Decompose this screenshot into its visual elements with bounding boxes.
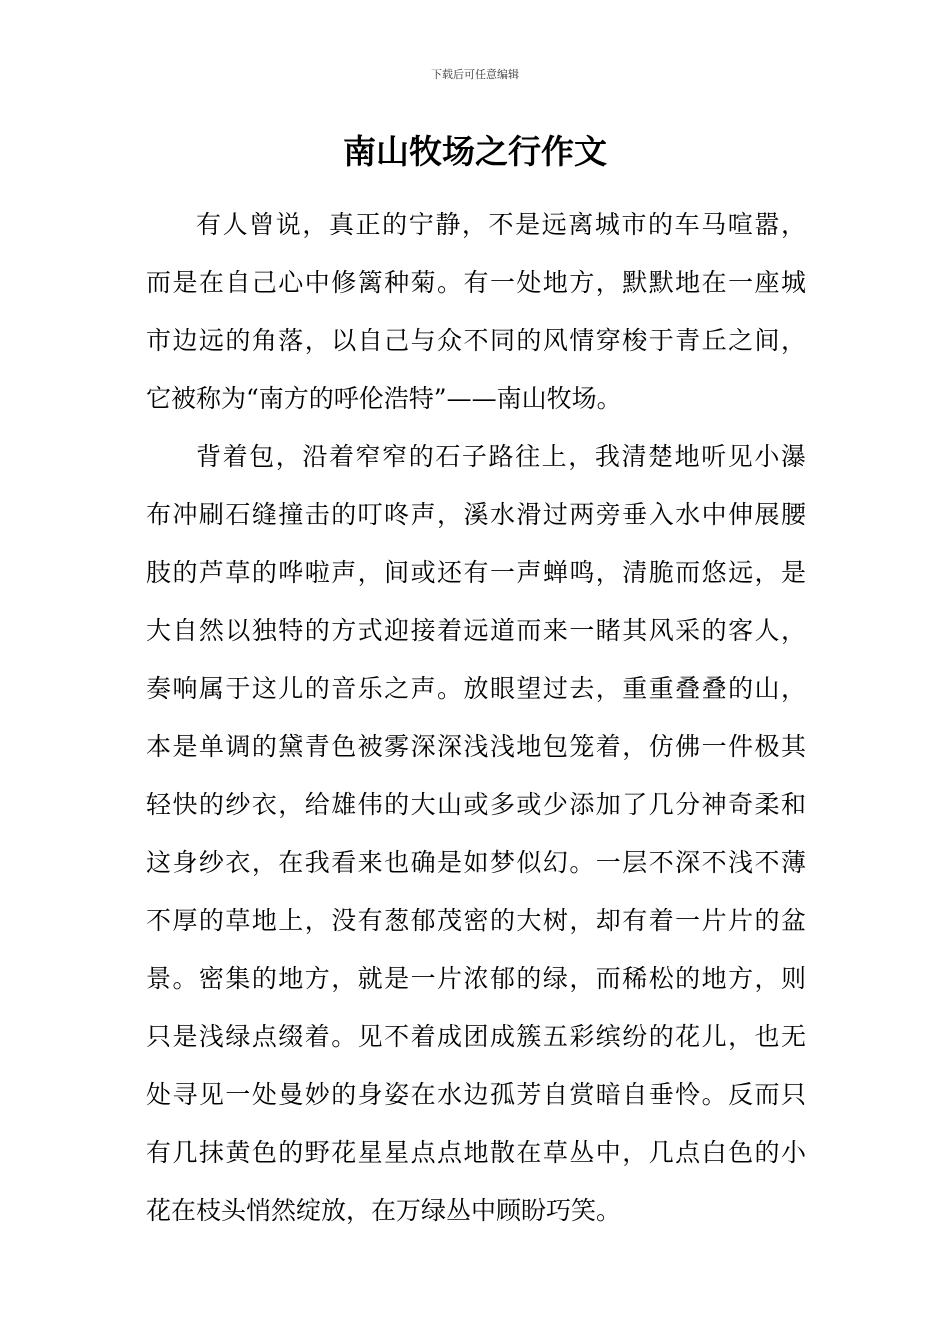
text-line: 市边远的角落，以自己与众不同的风情穿梭于青丘之间， <box>146 326 806 355</box>
text-line: 布冲刷石缝撞击的叮咚声，溪水滑过两旁垂入水中伸展腰 <box>146 500 806 529</box>
document-title: 南山牧场之行作文 <box>343 132 607 171</box>
text-line: 肢的芦草的哗啦声，间或还有一声蝉鸣，清脆而悠远，是 <box>146 558 806 587</box>
text-line: 轻快的纱衣，给雄伟的大山或多或少添加了几分神奇柔和 <box>146 790 806 819</box>
text-line: 景。密集的地方，就是一片浓郁的绿，而稀松的地方，则 <box>146 964 806 993</box>
text-line: 有几抹黄色的野花星星点点地散在草丛中，几点白色的小 <box>146 1138 806 1167</box>
document-body <box>146 200 806 1244</box>
text-line: 不厚的草地上，没有葱郁茂密的大树，却有着一片片的盆 <box>146 906 806 935</box>
text-line: 这身纱衣，在我看来也确是如梦似幻。一层不深不浅不薄 <box>146 848 806 877</box>
text-line: 大自然以独特的方式迎接着远道而来一睹其风采的客人， <box>146 616 806 645</box>
header-note: 下载后可任意编辑 <box>431 68 519 81</box>
paragraph-1 <box>146 200 806 432</box>
text-line: 本是单调的黛青色被雾深深浅浅地包笼着，仿佛一件极其 <box>146 732 806 761</box>
text-line: 它被称为“南方的呼伦浩特”——南山牧场。 <box>146 384 622 413</box>
text-line: 花在枝头悄然绽放，在万绿丛中顾盼巧笑。 <box>146 1196 622 1225</box>
paragraph-2 <box>146 432 806 1244</box>
text-line: 而是在自己心中修篱种菊。有一处地方，默默地在一座城 <box>146 268 806 297</box>
text-line: 奏响属于这儿的音乐之声。放眼望过去，重重叠叠的山， <box>146 674 806 703</box>
text-line: 处寻见一处曼妙的身姿在水边孤芳自赏暗自垂怜。反而只 <box>146 1080 806 1109</box>
text-line: 有人曾说，真正的宁静，不是远离城市的车马喧嚣， <box>196 210 806 239</box>
text-line: 背着包，沿着窄窄的石子路往上，我清楚地听见小瀑 <box>196 442 806 471</box>
text-line: 只是浅绿点缀着。见不着成团成簇五彩缤纷的花儿，也无 <box>146 1022 806 1051</box>
